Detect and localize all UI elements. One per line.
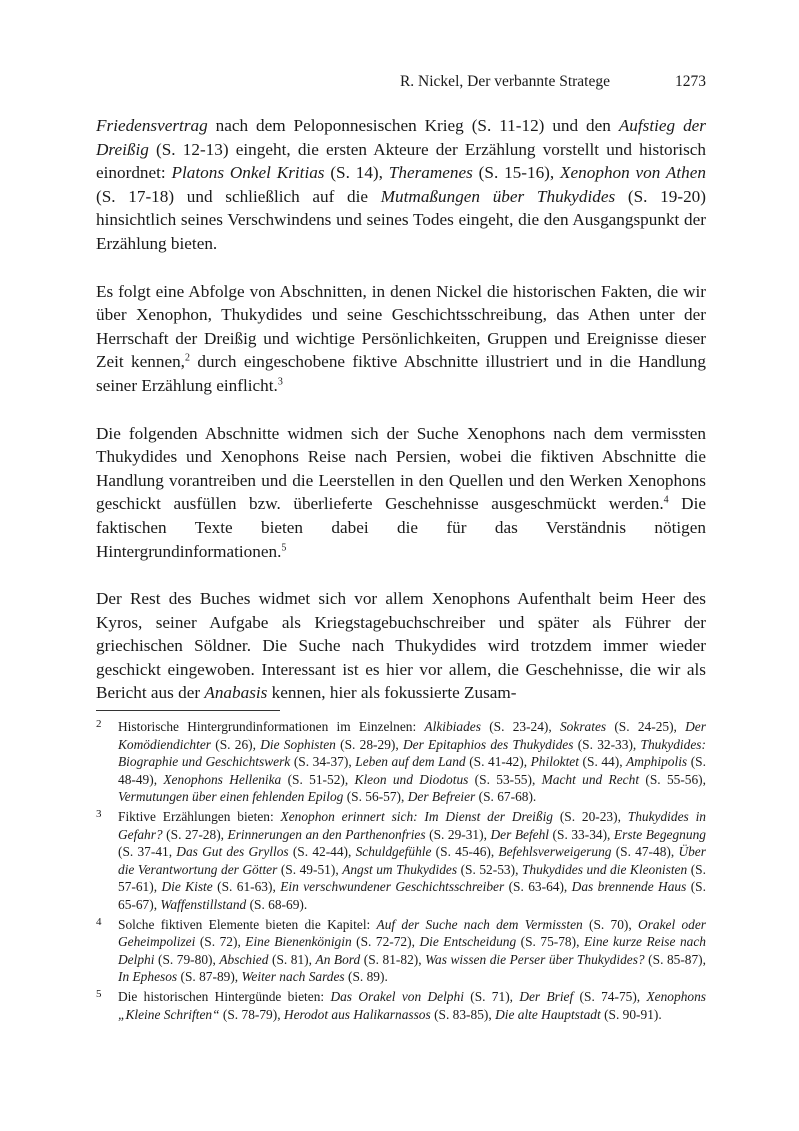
paragraph-1	[96, 114, 706, 256]
italic-title: Über die Verantwortung der Götter	[118, 844, 706, 877]
text: (S. 70),	[582, 916, 639, 932]
footnote-number: 4	[96, 915, 102, 928]
page	[96, 0, 706, 1131]
text: (S. 65-67),	[118, 879, 706, 912]
text: (S. 75-78),	[516, 934, 584, 950]
italic-title: Schuldgefühle	[355, 844, 432, 860]
text: (S. 41-42),	[465, 754, 531, 770]
footnote-4	[96, 916, 706, 986]
text: (S. 72-72),	[351, 934, 420, 950]
italic-title: Thukydides und die Kleonisten	[521, 861, 688, 877]
italic-title: Platons Onkel Kritias	[171, 163, 325, 183]
text: (S. 27-28),	[162, 826, 228, 842]
italic-title: Amphipolis	[626, 754, 688, 770]
footnote-ref-2[interactable]: 2	[184, 352, 190, 364]
italic-title: Was wissen die Perser über Thukydides?	[425, 951, 645, 967]
italic-title: Alkibiades	[424, 719, 481, 734]
footnotes	[96, 718, 706, 1025]
text: (S. 67-68).	[475, 789, 537, 805]
italic-title: Die Sophisten	[260, 736, 336, 752]
footnote-number: 3	[96, 807, 102, 820]
footnote-number: 5	[96, 987, 102, 1000]
text: Der Rest des Buches widmet sich vor allem Xenophons Aufenthalt beim Heer des Kyros, seiner Aufgabe als Kriegstagebuchschreiber und später als Führer der griechischen Söldner. Die Suche nach Thukydides wird trotzdem immer wieder geschickt eingewoben. Interessant ist es hier vor allem, die Geschehnisse, die wir als Bericht aus der	[96, 589, 706, 703]
text: (S. 52-53),	[457, 861, 522, 877]
italic-title: Abschied	[219, 951, 269, 967]
italic-title: Aufstieg der Dreißig	[96, 116, 706, 159]
italic-title: Die alte Hauptstadt	[495, 1006, 601, 1022]
running-title: R. Nickel, Der verbannte Stratege	[399, 73, 610, 90]
italic-title: Philoktet	[530, 754, 579, 770]
text: (S. 26),	[210, 736, 261, 752]
text: (S. 29-31),	[425, 826, 491, 842]
text: (S. 90-91).	[600, 1006, 662, 1022]
italic-title: Der Komödiendichter	[118, 719, 706, 752]
footnote-ref-3[interactable]: 3	[277, 376, 283, 388]
italic-title: Erste Begegnung	[613, 826, 706, 842]
text: (S. 83-85),	[430, 1006, 496, 1022]
italic-title: Sokrates	[559, 719, 607, 734]
footnote-3	[96, 808, 706, 914]
italic-title: Anabasis	[204, 683, 268, 703]
paragraph-3	[96, 422, 706, 564]
italic-title: In Ephesos	[118, 969, 178, 985]
italic-title: Xenophons Hellenika	[163, 771, 282, 787]
paragraph-2	[96, 280, 706, 398]
text: Solche fiktiven Elemente bieten die Kapitel:	[118, 916, 377, 932]
italic-title: Herodot aus Halikarnassos	[283, 1006, 431, 1022]
text: (S. 48-49),	[118, 754, 706, 787]
text: (S. 53-55),	[468, 771, 542, 787]
text: Historische Hintergrundinformationen im Einzelnen:	[118, 719, 425, 734]
italic-title: Macht und Recht	[541, 771, 640, 787]
text: (S. 14),	[324, 163, 389, 183]
text: (S. 79-80),	[154, 951, 220, 967]
page-number: 1273	[675, 73, 706, 90]
italic-title: Das brennende Haus	[571, 879, 687, 895]
text: (S. 32-33),	[573, 736, 641, 752]
text: (S. 49-51),	[277, 861, 343, 877]
italic-title: Auf der Suche nach dem Vermissten	[376, 916, 583, 932]
text: (S. 81-82),	[360, 951, 426, 967]
italic-title: Theramenes	[388, 163, 473, 183]
text: (S. 17-18) und schließlich auf die	[96, 186, 381, 206]
italic-title: An Bord	[315, 951, 361, 967]
text: (S. 74-75),	[573, 988, 647, 1004]
italic-title: Thukydides: Biographie und Geschichtswerk	[118, 736, 706, 770]
text: (S. 45-46),	[431, 844, 499, 860]
text: (S. 23-24),	[480, 719, 560, 734]
text: (S. 87-89),	[177, 969, 242, 985]
text: (S. 42-44),	[288, 844, 356, 860]
text: (S. 33-34),	[549, 826, 614, 842]
italic-title: Mutmaßungen über Thukydides	[380, 186, 616, 206]
italic-title: Weiter nach Sardes	[241, 969, 345, 985]
italic-title: Xenophon von Athen	[560, 163, 706, 183]
text: Es folgt eine Abfolge von Abschnitten, in denen Nickel die historischen Fakten, die wir über Xenophon, Thukydides und seine Geschichtsschreibung, das Athen unter der Herrschaft der Dreißig und wichtige Persönlichkeiten, Gruppen und Ereignisse dieser Zeit kennen,	[96, 281, 706, 372]
footnote-separator	[96, 710, 280, 711]
italic-title: Orakel oder Geheimpolizei	[118, 916, 707, 950]
text: nach dem Peloponnesischen Krieg (S. 11-12) und den	[207, 116, 619, 135]
text: kennen, hier als fokussierte Zusam-	[267, 683, 517, 703]
italic-title: Eine kurze Reise nach Delphi	[118, 934, 706, 967]
text: (S. 47-48),	[611, 844, 679, 860]
body-text	[96, 114, 706, 705]
text: (S. 55-56),	[639, 771, 706, 787]
italic-title: Friedensvertrag	[96, 116, 208, 135]
text: (S. 68-69).	[246, 896, 308, 912]
italic-title: Der Befehl	[490, 826, 550, 842]
text: (S. 78-79),	[219, 1006, 284, 1022]
running-header	[96, 73, 706, 93]
text: (S. 44),	[578, 754, 627, 770]
italic-title: Das Orakel von Delphi	[330, 988, 464, 1004]
italic-title: Erinnerungen an den Parthenonfries	[227, 826, 426, 842]
italic-title: Die Kiste	[161, 879, 213, 895]
text: (S. 89).	[344, 969, 388, 985]
text: Fiktive Erzählungen bieten:	[118, 808, 281, 824]
text: (S. 24-25),	[606, 719, 686, 734]
text: (S. 28-29),	[335, 736, 403, 752]
text: (S. 34-37),	[290, 754, 356, 770]
text: (S. 71),	[463, 988, 520, 1004]
italic-title: Das Gut des Gryllos	[176, 844, 289, 860]
italic-title: Befehlsverweigerung	[498, 844, 612, 860]
text: (S. 72),	[195, 934, 246, 950]
text: (S. 56-57),	[343, 789, 408, 805]
italic-title: Kleon und Diodotus	[354, 771, 469, 787]
text: (S. 81),	[268, 951, 316, 967]
text: (S. 20-23),	[553, 808, 628, 824]
footnote-5	[96, 988, 706, 1023]
italic-title: Angst um Thukydides	[342, 861, 458, 877]
text: (S. 63-64),	[504, 879, 572, 895]
italic-title: Waffenstillstand	[160, 896, 247, 912]
italic-title: Xenophons „Kleine Schriften“	[118, 988, 706, 1022]
text: (S. 12-13) eingeht, die ersten Akteure der Erzählung vorstellt und historisch einordnet:	[96, 139, 706, 183]
italic-title: Der Brief	[519, 988, 574, 1004]
italic-title: Ein verschwundener Geschichtsschreiber	[280, 879, 505, 895]
text: (S. 37-41,	[118, 844, 177, 860]
footnote-ref-4[interactable]: 4	[663, 494, 669, 506]
text: (S. 51-52),	[281, 771, 355, 787]
footnote-ref-5[interactable]: 5	[281, 541, 287, 553]
footnote-number: 2	[96, 718, 102, 730]
italic-title: Eine Bienenkönigin	[245, 934, 352, 950]
text: (S. 19-20) hinsichtlich seines Verschwindens und seines Todes eingeht, die den Ausgangspunkt der Erzählung bieten.	[96, 186, 706, 253]
footnote-2	[96, 718, 706, 806]
text: Die historischen Hintergünde bieten:	[118, 988, 331, 1004]
text: durch eingeschobene fiktive Abschnitte illustriert und in die Handlung seiner Erzählung einflicht.	[96, 352, 706, 395]
text: (S. 85-87),	[644, 951, 706, 967]
italic-title: Der Epitaphios des Thukydides	[402, 736, 574, 752]
text: Die faktischen Texte bieten dabei die für das Verständnis nötigen Hintergrundinformationen.	[96, 494, 706, 561]
text: (S. 57-61),	[118, 861, 706, 895]
text: Die folgenden Abschnitte widmen sich der Suche Xenophons nach dem vermissten Thukydides und Xenophons Reise nach Persien, wobei die fiktiven Abschnitte die Handlung vorantreiben und die Leerstellen in den Quellen und den Werken Xenophons geschickt ausfüllen bzw. überlieferte Geschehnisse ausgeschmückt werden.	[96, 423, 706, 514]
italic-title: Die Entscheidung	[419, 934, 517, 950]
italic-title: Vermutungen über einen fehlenden Epilog	[118, 789, 344, 805]
italic-title: Xenophon erinnert sich: Im Dienst der Dreißig	[280, 808, 553, 824]
paragraph-4	[96, 587, 706, 705]
italic-title: Thukydides in Gefahr?	[118, 808, 706, 842]
italic-title: Der Befreier	[407, 789, 476, 805]
italic-title: Leben auf dem Land	[355, 754, 466, 770]
text: (S. 15-16),	[472, 163, 561, 183]
text: (S. 61-63),	[212, 879, 281, 895]
